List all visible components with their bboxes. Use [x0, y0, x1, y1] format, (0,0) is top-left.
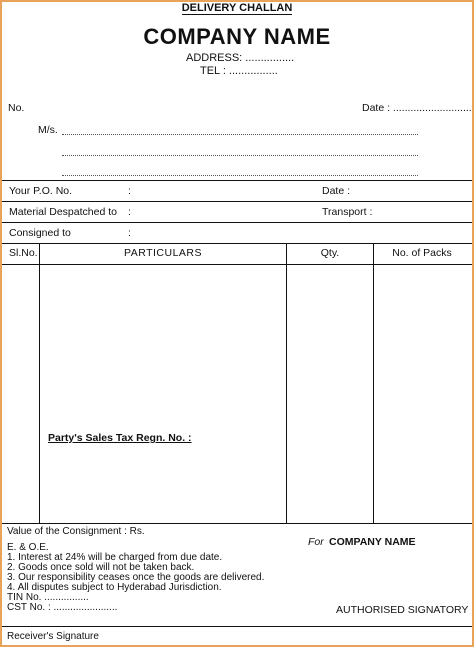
- address-line: ADDRESS: ................: [186, 52, 295, 64]
- consignment-value-label: Value of the Consignment : Rs.: [7, 526, 145, 537]
- divider-po: [2, 201, 472, 202]
- col-qty: Qty.: [320, 247, 340, 259]
- ms-line-3[interactable]: [62, 175, 418, 176]
- term-4: 4. All disputes subject to Hyderabad Jurisdiction.: [7, 582, 222, 593]
- tel-line: TEL : ................: [200, 65, 278, 77]
- po-date-label: Date :: [322, 185, 351, 197]
- party-tax-label: Party's Sales Tax Regn. No. :: [48, 432, 192, 444]
- term-1: 1. Interest at 24% will be charged from due date.: [7, 552, 223, 563]
- table-bottom-border: [2, 523, 472, 524]
- document-title-text: DELIVERY CHALLAN: [181, 2, 293, 14]
- transport-label: Transport :: [322, 206, 373, 218]
- col-slno: Sl.No.: [9, 247, 38, 259]
- table-header-border: [2, 264, 472, 265]
- material-label: Material Despatched to: [9, 206, 117, 218]
- no-label: No.: [8, 102, 25, 114]
- col-packs: No. of Packs: [392, 247, 452, 259]
- divider-top: [2, 180, 472, 181]
- consigned-label: Consigned to: [9, 227, 71, 239]
- receiver-signature: Receiver's Signature: [7, 631, 99, 642]
- po-label: Your P.O. No.: [9, 185, 73, 197]
- po-colon: :: [128, 185, 131, 197]
- col-particulars: PARTICULARS: [123, 247, 203, 259]
- for-company-name: COMPANY NAME: [329, 536, 416, 548]
- consigned-colon: :: [128, 227, 131, 239]
- col-divider-2: [286, 243, 287, 523]
- col-divider-1: [39, 243, 40, 523]
- material-colon: :: [128, 206, 131, 218]
- table-top-border: [2, 243, 472, 244]
- ms-label: M/s.: [38, 124, 58, 136]
- cst-label: CST No. : .......................: [7, 602, 118, 613]
- term-3: 3. Our responsibility ceases once the goods are delivered.: [7, 572, 265, 583]
- col-divider-3: [373, 243, 374, 523]
- date-top-label: Date : ...........................: [362, 102, 472, 114]
- authorised-signatory: AUTHORISED SIGNATORY: [336, 604, 469, 616]
- document-title: [0, 2, 474, 14]
- eoe-label: E. & O.E.: [7, 542, 49, 553]
- footer-divider: [2, 626, 472, 627]
- for-label: For: [308, 536, 324, 548]
- company-name: COMPANY NAME: [143, 24, 331, 49]
- divider-material: [2, 222, 472, 223]
- tin-label: TIN No. ................: [7, 592, 89, 603]
- ms-line-2[interactable]: [62, 155, 418, 156]
- ms-line-1[interactable]: [62, 134, 418, 135]
- term-2: 2. Goods once sold will not be taken back.: [7, 562, 195, 573]
